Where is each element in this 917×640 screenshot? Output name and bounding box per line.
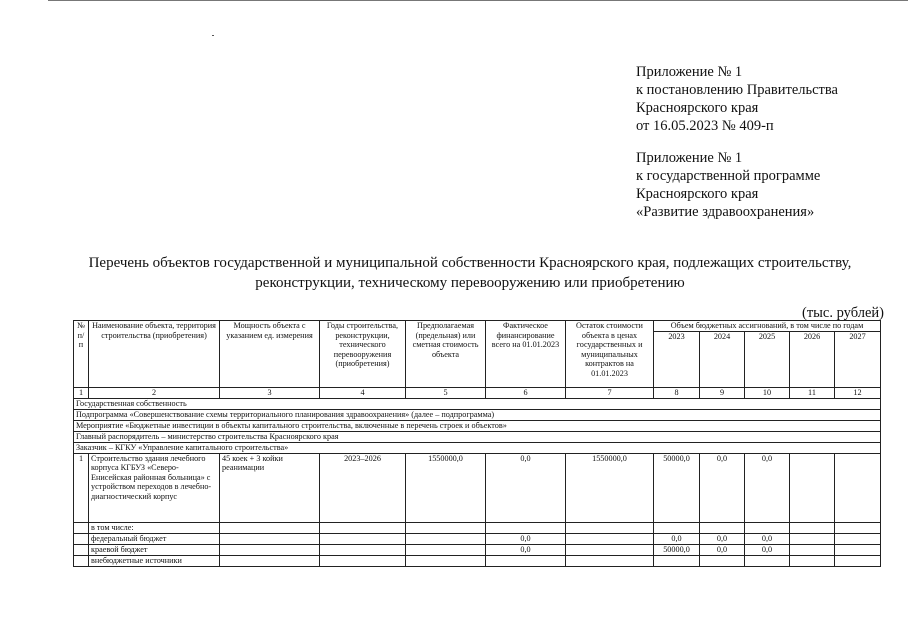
appendix-line: Приложение № 1 (636, 64, 743, 80)
header-capacity: Мощность объекта с указанием ед. измерения (220, 321, 320, 388)
empty-cell (790, 544, 835, 555)
objects-table (73, 320, 881, 567)
col-number: 5 (406, 387, 486, 398)
object-y2025: 0,0 (745, 453, 790, 522)
empty-cell (790, 533, 835, 544)
source-y2025: 0,0 (745, 533, 790, 544)
source-financed (486, 522, 566, 533)
header-year: 2023 (654, 331, 700, 387)
header-year: 2025 (745, 331, 790, 387)
appendix-line: к государственной программе (636, 168, 821, 184)
empty-cell (566, 544, 654, 555)
scan-speck (212, 35, 214, 36)
source-y2025: 0,0 (745, 544, 790, 555)
empty-cell (790, 522, 835, 533)
source-y2023: 0,0 (654, 533, 700, 544)
empty-cell (835, 555, 881, 566)
section-customer: Заказчик – КГКУ «Управление капитального строительства» (74, 442, 881, 453)
object-y2026 (790, 453, 835, 522)
empty-cell (320, 522, 406, 533)
col-number: 4 (320, 387, 406, 398)
appendix-line: к постановлению Правительства (636, 82, 838, 98)
col-number: 9 (700, 387, 745, 398)
section-row (74, 398, 881, 409)
source-y2024 (700, 555, 745, 566)
section-row (74, 442, 881, 453)
source-financed (486, 555, 566, 566)
header-cost: Предполагаемая (предельная) или сметная стоимость объекта (406, 321, 486, 388)
empty-cell (835, 544, 881, 555)
empty-cell (320, 544, 406, 555)
empty-cell (566, 533, 654, 544)
empty-cell (790, 555, 835, 566)
object-row (74, 453, 881, 522)
empty-cell (406, 522, 486, 533)
empty-cell (74, 522, 89, 533)
source-name: в том числе: (89, 522, 220, 533)
object-remainder: 1550000,0 (566, 453, 654, 522)
source-y2024: 0,0 (700, 544, 745, 555)
appendix-line: Красноярского края (636, 100, 759, 116)
col-number: 3 (220, 387, 320, 398)
object-years: 2023–2026 (320, 453, 406, 522)
header-name: Наименование объекта, территория строительства (приобретения) (89, 321, 220, 388)
empty-cell (406, 555, 486, 566)
header-num: № п/п (74, 321, 89, 388)
section-manager: Главный распорядитель – министерство строительства Красноярского края (74, 431, 881, 442)
empty-cell (74, 533, 89, 544)
section-row (74, 431, 881, 442)
empty-cell (406, 544, 486, 555)
section-subprogram: Подпрограмма «Совершенствование схемы территориального планирования здравоохранения» (далее – подпрограмма) (74, 409, 881, 420)
empty-cell (220, 533, 320, 544)
header-budget-group: Объем бюджетных ассигнований, в том числе по годам (654, 321, 881, 332)
source-y2023 (654, 555, 700, 566)
object-cost: 1550000,0 (406, 453, 486, 522)
col-number: 12 (835, 387, 881, 398)
header-remainder: Остаток стоимости объекта в ценах государственных и муниципальных контрактов на 01.01.2023 (566, 321, 654, 388)
header-year: 2024 (700, 331, 745, 387)
source-financed: 0,0 (486, 544, 566, 555)
empty-cell (220, 555, 320, 566)
document-title (60, 253, 880, 293)
source-name: федеральный бюджет (89, 533, 220, 544)
source-name: краевой бюджет (89, 544, 220, 555)
object-y2024: 0,0 (700, 453, 745, 522)
top-border-line (48, 0, 908, 1)
appendix-line: от 16.05.2023 № 409-п (636, 118, 774, 134)
source-y2025 (745, 555, 790, 566)
appendix-program-block (636, 149, 820, 221)
header-year: 2027 (835, 331, 881, 387)
col-number: 8 (654, 387, 700, 398)
section-ownership: Государственная собственность (74, 398, 881, 409)
source-financed: 0,0 (486, 533, 566, 544)
col-number: 11 (790, 387, 835, 398)
appendix-line: Приложение № 1 (636, 150, 743, 166)
appendix-line: Красноярского края (636, 186, 759, 202)
source-name: внебюджетные источники (89, 555, 220, 566)
empty-cell (320, 555, 406, 566)
header-financed: Фактическое финансирование всего на 01.01.2023 (486, 321, 566, 388)
col-number: 10 (745, 387, 790, 398)
section-row (74, 420, 881, 431)
col-number: 1 (74, 387, 89, 398)
empty-cell (74, 544, 89, 555)
source-y2024 (700, 522, 745, 533)
empty-cell (220, 544, 320, 555)
section-row (74, 409, 881, 420)
column-numbers-row (74, 387, 881, 398)
source-y2024: 0,0 (700, 533, 745, 544)
empty-cell (220, 522, 320, 533)
empty-cell (406, 533, 486, 544)
header-years: Годы строительства, реконструкции, технического перевооружения (приобретения) (320, 321, 406, 388)
col-number: 2 (89, 387, 220, 398)
empty-cell (835, 533, 881, 544)
empty-cell (566, 555, 654, 566)
object-y2027 (835, 453, 881, 522)
col-number: 7 (566, 387, 654, 398)
source-y2023 (654, 522, 700, 533)
object-financed: 0,0 (486, 453, 566, 522)
empty-cell (566, 522, 654, 533)
object-capacity: 45 коек + 3 койки реанимации (220, 453, 320, 522)
empty-cell (835, 522, 881, 533)
source-row (74, 533, 881, 544)
title-line-1: Перечень объектов государственной и муниципальной собственности Красноярского края, подлежащих строительству, (88, 255, 852, 271)
object-num: 1 (74, 453, 89, 522)
source-y2023: 50000,0 (654, 544, 700, 555)
appendix-line: «Развитие здравоохранения» (636, 204, 815, 220)
empty-cell (320, 533, 406, 544)
source-row (74, 555, 881, 566)
units-label: (тыс. рублей) (802, 305, 884, 321)
source-y2025 (745, 522, 790, 533)
header-year: 2026 (790, 331, 835, 387)
table-header-row (74, 321, 881, 332)
title-line-2: реконструкции, техническому перевооружению или приобретению (255, 275, 685, 291)
object-y2023: 50000,0 (654, 453, 700, 522)
col-number: 6 (486, 387, 566, 398)
section-measure: Мероприятие «Бюджетные инвестиции в объекты капитального строительства, включенные в перечень строек и объектов» (74, 420, 881, 431)
source-row (74, 522, 881, 533)
appendix-resolution-block (636, 63, 838, 135)
source-row (74, 544, 881, 555)
object-name: Строительство здания лечебного корпуса КГБУЗ «Северо-Енисейская районная больница» с устройством переходов в лечебно-диагностический корпус (89, 453, 220, 522)
empty-cell (74, 555, 89, 566)
